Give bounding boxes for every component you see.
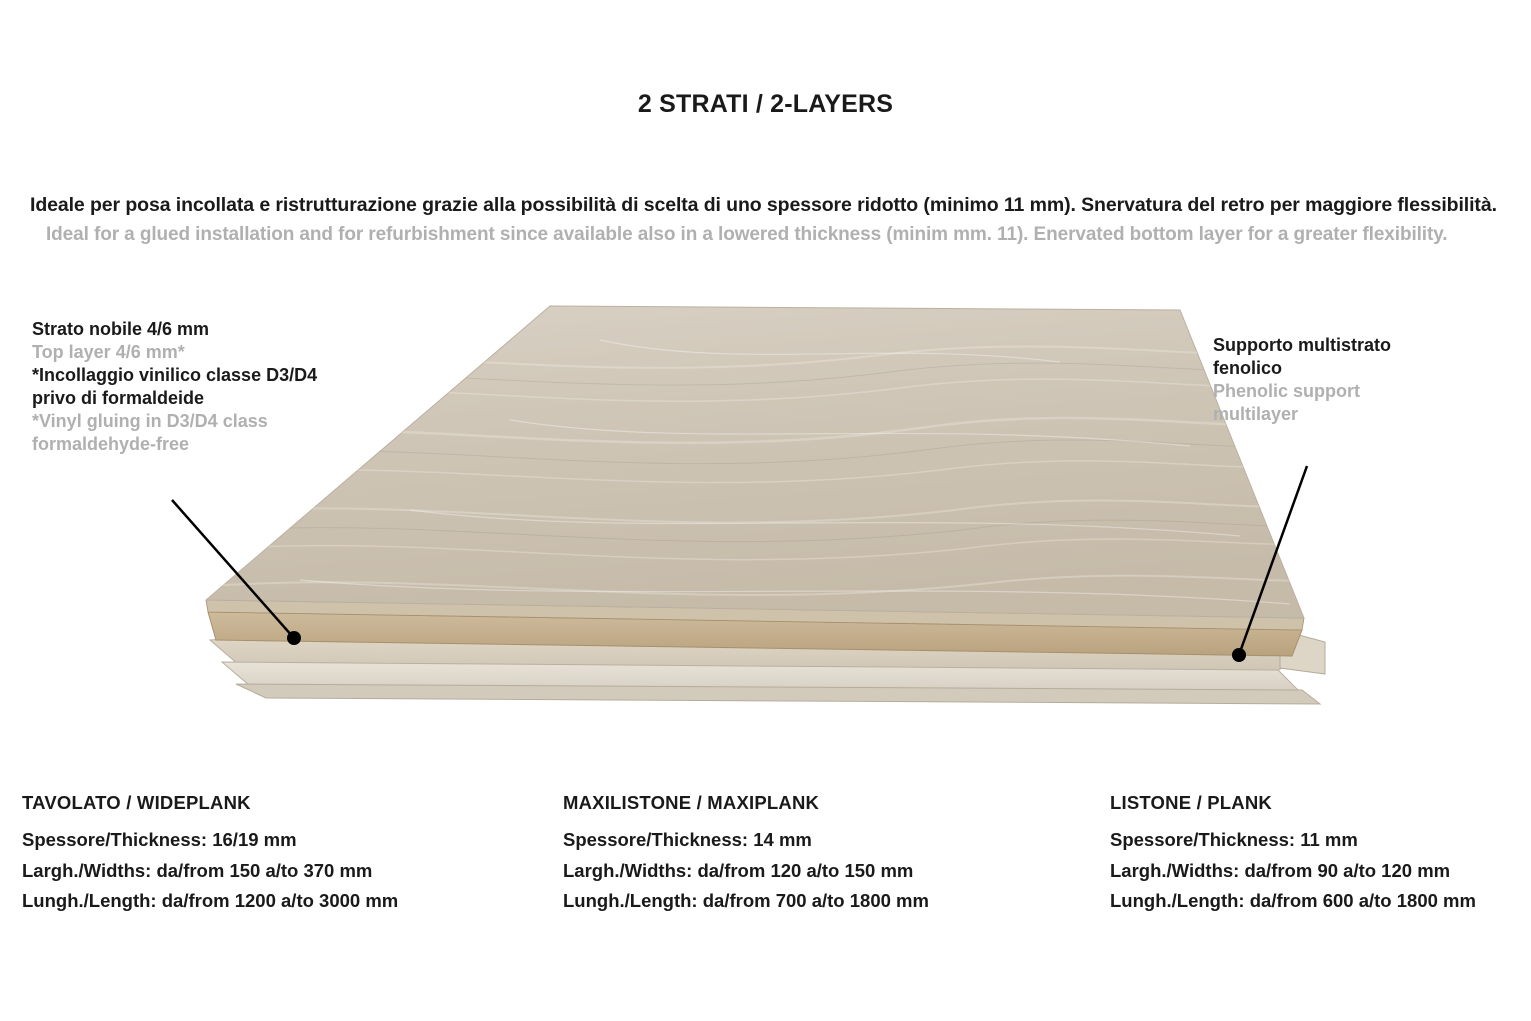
callout-top-layer-it-2: *Incollaggio vinilico classe D3/D4	[32, 365, 318, 386]
spec-column-wideplank	[22, 792, 398, 917]
callout-top-layer	[32, 318, 432, 456]
intro-paragraph	[30, 192, 1505, 248]
callout-top-layer-it-3: privo di formaldeide	[32, 388, 205, 409]
spec-wideplank-length: Lungh./Length: da/from 1200 a/to 3000 mm	[22, 890, 399, 912]
callout-support-en-1: Phenolic support	[1213, 381, 1361, 402]
spec-column-plank	[1110, 792, 1476, 917]
callout-support-it-1: Supporto multistrato	[1213, 335, 1391, 355]
spec-maxiplank-heading: MAXILISTONE / MAXIPLANK	[563, 792, 820, 813]
spec-wideplank-heading: TAVOLATO / WIDEPLANK	[22, 792, 251, 813]
callout-top-layer-en-2: *Vinyl gluing in D3/D4 class	[32, 411, 268, 432]
callout-top-layer-en-1: Top layer 4/6 mm*	[32, 342, 185, 363]
callout-top-layer-it-1: Strato nobile 4/6 mm	[32, 319, 210, 339]
intro-text-english: Ideal for a glued installation and for refurbishment since available also in a lowered thickness (minim mm. 11). Enervated bottom layer for a greater flexibility.	[46, 224, 1448, 246]
spec-maxiplank-widths: Largh./Widths: da/from 120 a/to 150 mm	[563, 859, 914, 881]
spec-wideplank-widths: Largh./Widths: da/from 150 a/to 370 mm	[22, 859, 373, 881]
callout-top-layer-en-3: formaldehyde-free	[32, 434, 190, 455]
callout-phenolic-support	[1213, 334, 1513, 426]
spec-maxiplank-length: Lungh./Length: da/from 700 a/to 1800 mm	[563, 890, 929, 912]
spec-maxiplank-thickness: Spessore/Thickness: 14 mm	[563, 829, 812, 850]
spec-plank-heading: LISTONE / PLANK	[1110, 792, 1272, 813]
specification-columns	[0, 792, 1531, 932]
spec-plank-length: Lungh./Length: da/from 600 a/to 1800 mm	[1110, 890, 1476, 912]
callout-support-it-2: fenolico	[1213, 358, 1283, 379]
spec-plank-thickness: Spessore/Thickness: 11 mm	[1110, 829, 1358, 850]
spec-column-maxiplank	[563, 792, 929, 917]
spec-plank-widths: Largh./Widths: da/from 90 a/to 120 mm	[1110, 859, 1451, 881]
callout-support-en-2: multilayer	[1213, 404, 1299, 425]
spec-wideplank-thickness: Spessore/Thickness: 16/19 mm	[22, 829, 297, 850]
page-title: 2 STRATI / 2-LAYERS	[637, 90, 894, 118]
intro-text-italian: Ideale per posa incollata e ristrutturazione grazie alla possibilità di scelta di uno spessore ridotto (minimo 11 mm). Snervatura del retro per maggiore flessibilità.	[30, 194, 1497, 216]
